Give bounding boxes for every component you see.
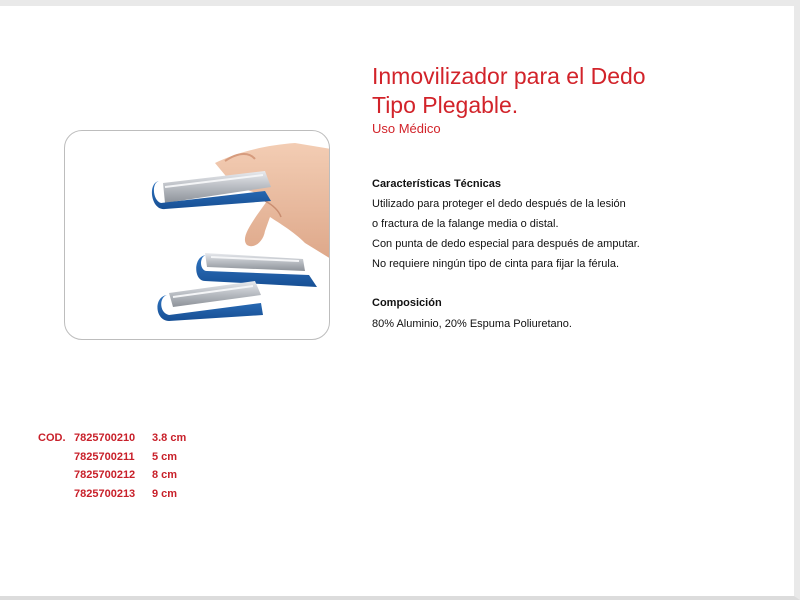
composition-heading: Composición bbox=[372, 297, 442, 309]
code-size: 9 cm bbox=[152, 487, 178, 500]
composition-text bbox=[372, 314, 572, 334]
code-number: 7825700212 bbox=[74, 469, 136, 481]
product-subtitle: Uso Médico bbox=[372, 121, 441, 136]
specs-line: No requiere ningún tipo de cinta para fijar la férula. bbox=[372, 258, 620, 270]
specs-line: o fractura de la falange media o distal. bbox=[372, 218, 559, 230]
code-number: 7825700213 bbox=[74, 487, 136, 500]
code-size: 8 cm bbox=[152, 469, 178, 481]
code-row bbox=[38, 466, 238, 485]
finger-splint-product-photo bbox=[65, 131, 330, 340]
code-prefix: COD. bbox=[38, 432, 66, 444]
product-codes bbox=[38, 429, 238, 503]
code-row bbox=[38, 448, 238, 467]
product-title-line-1: Inmovilizador para el Dedo bbox=[372, 63, 646, 89]
product-title-line-2: Tipo Plegable. bbox=[372, 92, 519, 118]
composition-line: 80% Aluminio, 20% Espuma Poliuretano. bbox=[372, 318, 572, 330]
code-number: 7825700211 bbox=[74, 450, 135, 463]
specs-list bbox=[372, 194, 640, 274]
specs-line: Utilizado para proteger el dedo después de la lesión bbox=[372, 198, 626, 210]
product-image-frame bbox=[64, 130, 330, 340]
product-title bbox=[372, 62, 772, 120]
specs-line: Con punta de dedo especial para después de amputar. bbox=[372, 238, 640, 250]
code-row bbox=[38, 429, 238, 448]
code-size: 5 cm bbox=[152, 450, 178, 463]
code-number: 7825700210 bbox=[74, 432, 136, 444]
code-size: 3.8 cm bbox=[152, 432, 187, 444]
code-row bbox=[38, 485, 238, 504]
specs-heading: Características Técnicas bbox=[372, 178, 502, 190]
